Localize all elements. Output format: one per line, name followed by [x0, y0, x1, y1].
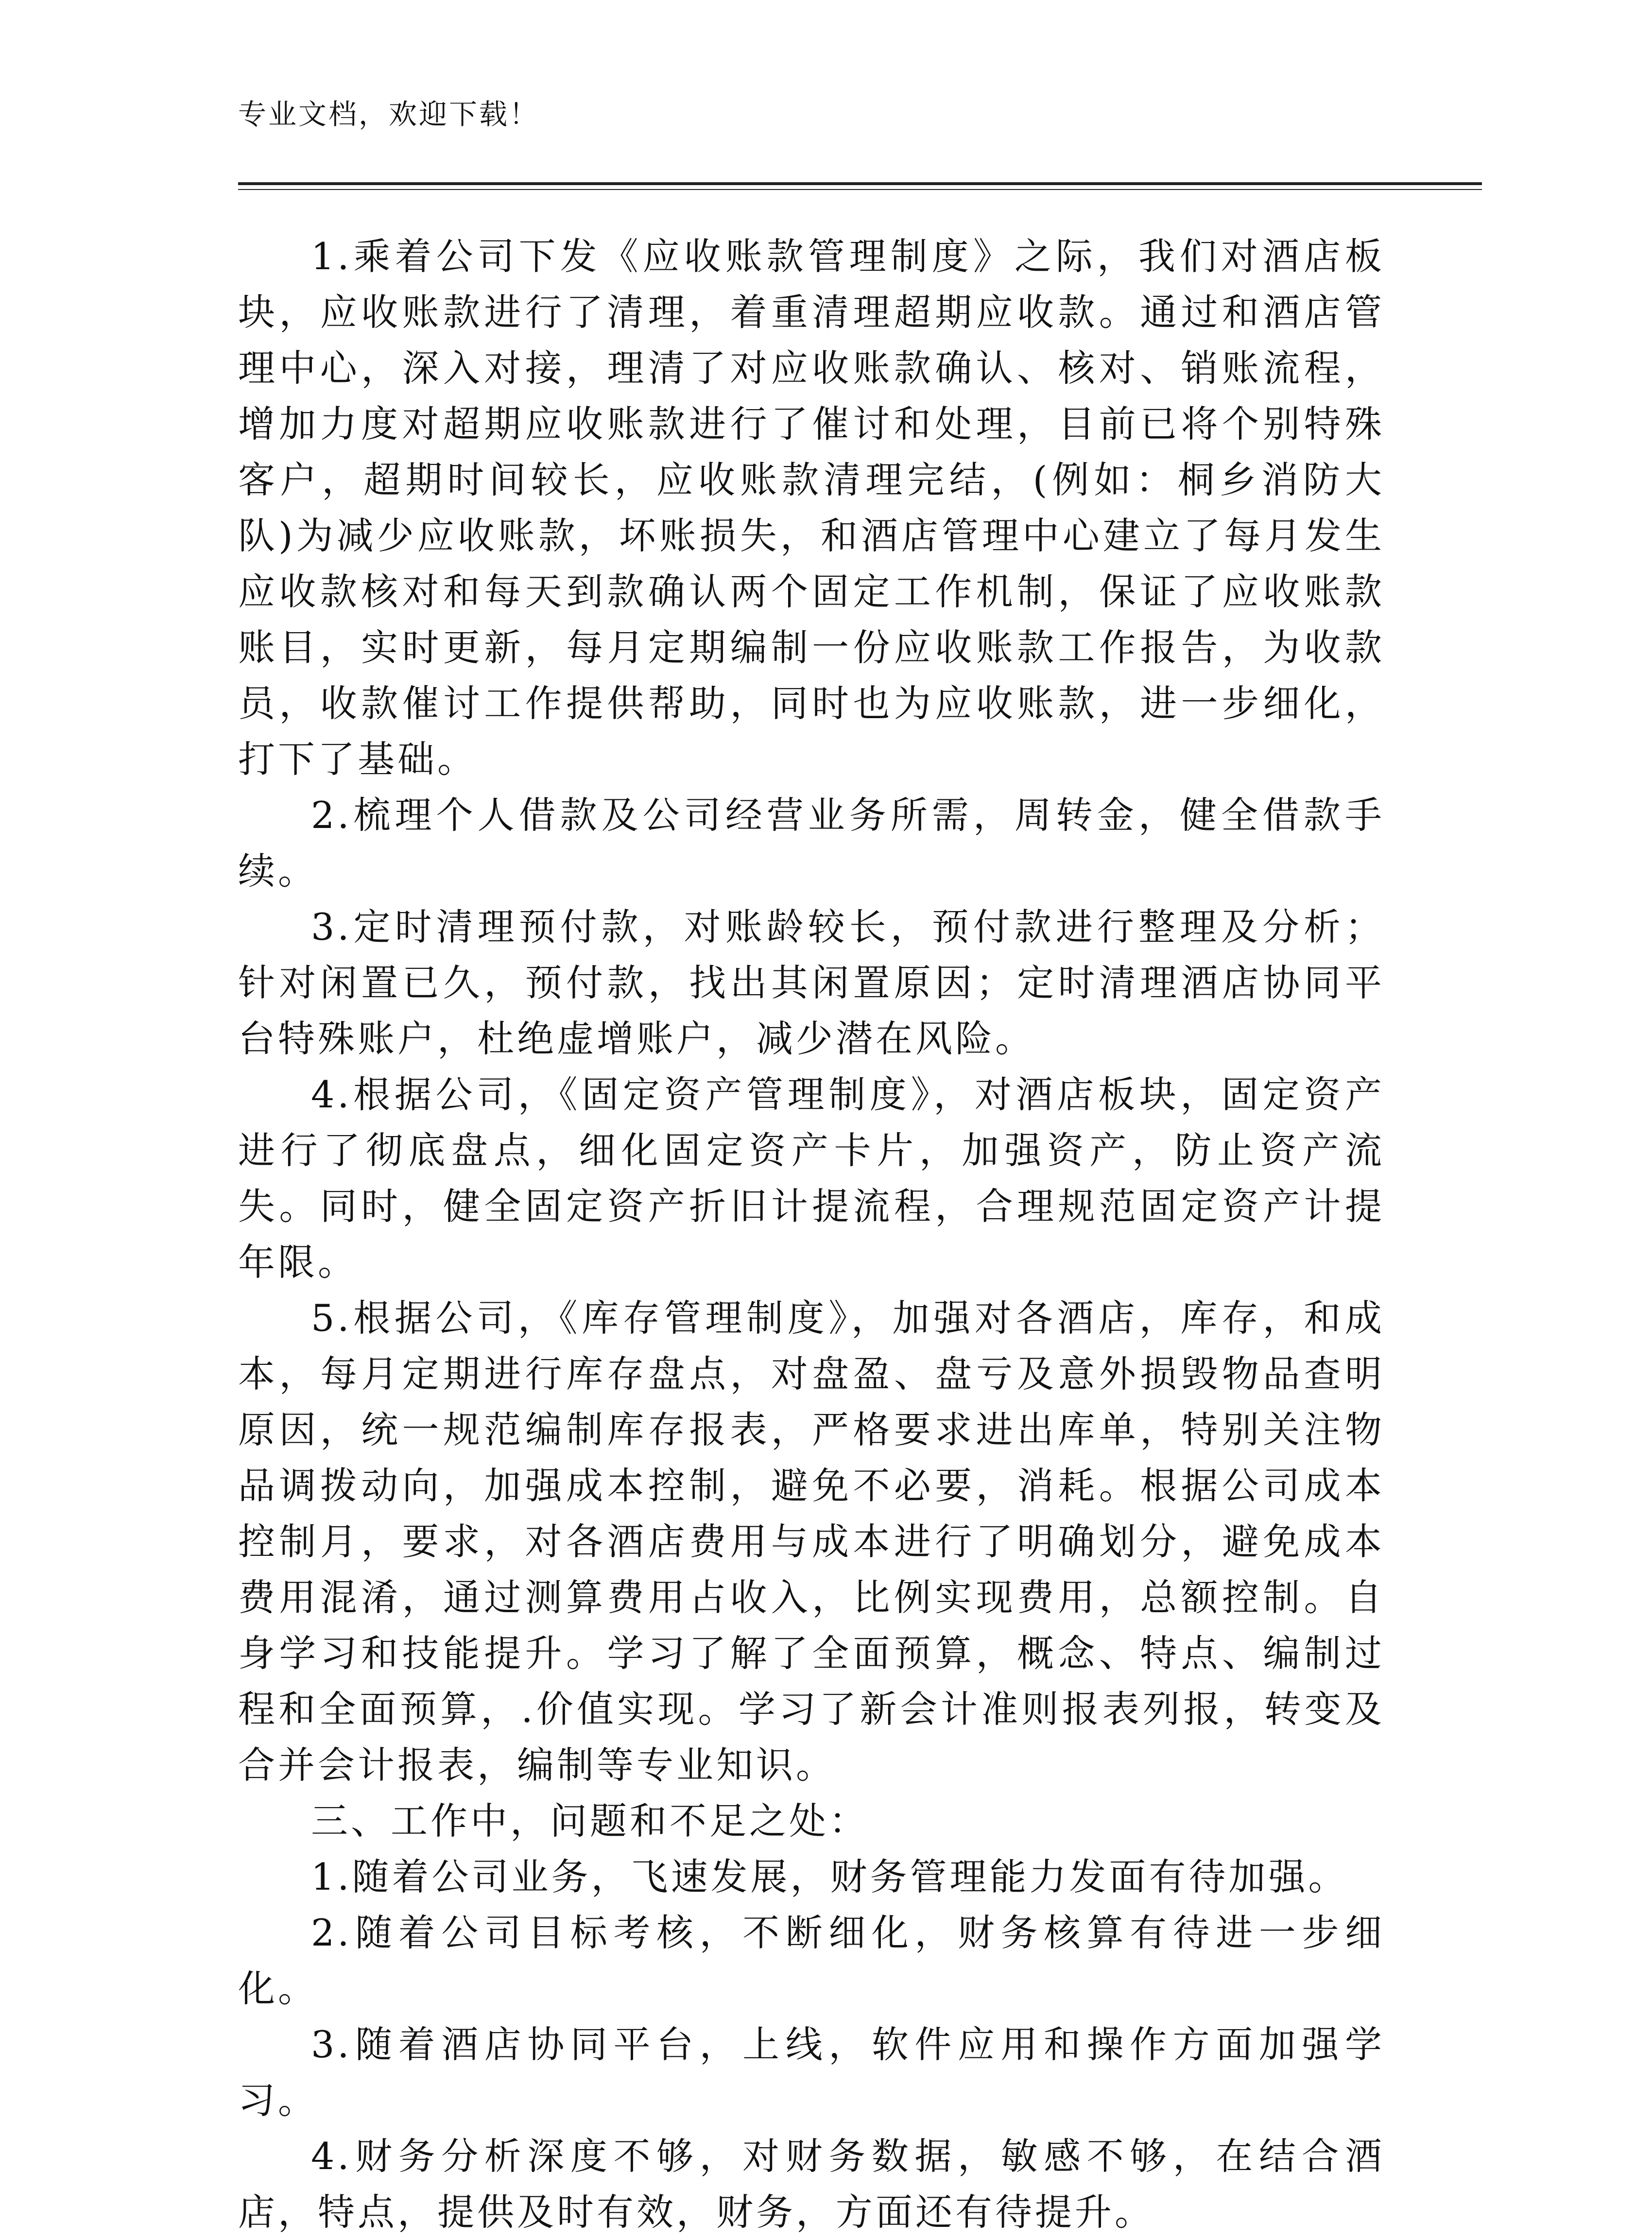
list-item-problem-3: 3.随着酒店协同平台，上线，软件应用和操作方面加强学习。	[238, 2023, 1385, 2122]
paragraph-fixed-assets: 4.根据公司，《固定资产管理制度》，对酒店板块，固定资产进行了彻底盘点，细化固定资产卡片，加强资产，防止资产流失。同时，健全固定资产折旧计提流程，合理规范固定资产计提年限。	[238, 1073, 1385, 1284]
page-header: 专业文档，欢迎下载！	[238, 98, 540, 131]
list-item-problem-2: 2.随着公司目标考核，不断细化，财务核算有待进一步细化。	[238, 1911, 1385, 2010]
paragraph-receivables-cleanup: 1.乘着公司下发《应收账款管理制度》之际，我们对酒店板块，应收账款进行了清理，着重清理超期应收款。通过和酒店管理中心，深入对接，理清了对应收账款确认、核对、销账流程，增加力度对超期应收账款进行了催讨和处理，目前已将个别特殊客户，超期时间较长，应收账款清理完结，(例如：桐乡消防大队)为减少应收账款，坏账损失，和酒店管理中心建立了每月发生应收款核对和每天到款确认两个固定工作机制，保证了应收账款账目，实时更新，每月定期编制一份应收账款工作报告，为收款员，收款催讨工作提供帮助，同时也为应收账款，进一步细化，打下了基础。	[238, 235, 1385, 781]
paragraph-inventory: 5.根据公司，《库存管理制度》，加强对各酒店，库存，和成本，每月定期进行库存盘点，对盘盈、盘亏及意外损毁物品查明原因，统一规范编制库存报表，严格要求进出库单，特别关注物品调拨动向，加强成本控制，避免不必要，消耗。根据公司成本控制月，要求，对各酒店费用与成本进行了明确划分，避免成本费用混淆，通过测算费用占收入，比例实现费用，总额控制。自身学习和技能提升。学习了解了全面预算，概念、特点、编制过程和全面预算，.价值实现。学习了新会计准则报表列报，转变及合并会计报表，编制等专业知识。	[238, 1296, 1385, 1787]
header-divider-thick	[238, 182, 1482, 185]
list-item-problem-4: 4.财务分析深度不够，对财务数据，敏感不够，在结合酒店，特点，提供及时有效，财务，方面还有待提升。	[238, 2135, 1385, 2234]
list-item-problem-1: 1.随着公司业务，飞速发展，财务管理能力发面有待加强。	[311, 1855, 1348, 1898]
document-body	[238, 228, 1385, 2240]
paragraph-loans: 2.梳理个人借款及公司经营业务所需，周转金，健全借款手续。	[238, 793, 1385, 893]
header-divider-thin	[238, 189, 1482, 190]
section-heading-problems: 三、工作中，问题和不足之处：	[311, 1799, 869, 1843]
paragraph-prepayments: 3.定时清理预付款，对账龄较长，预付款进行整理及分析；针对闲置已久，预付款，找出其闲置原因；定时清理酒店协同平台特殊账户，杜绝虚增账户，减少潜在风险。	[238, 905, 1385, 1060]
